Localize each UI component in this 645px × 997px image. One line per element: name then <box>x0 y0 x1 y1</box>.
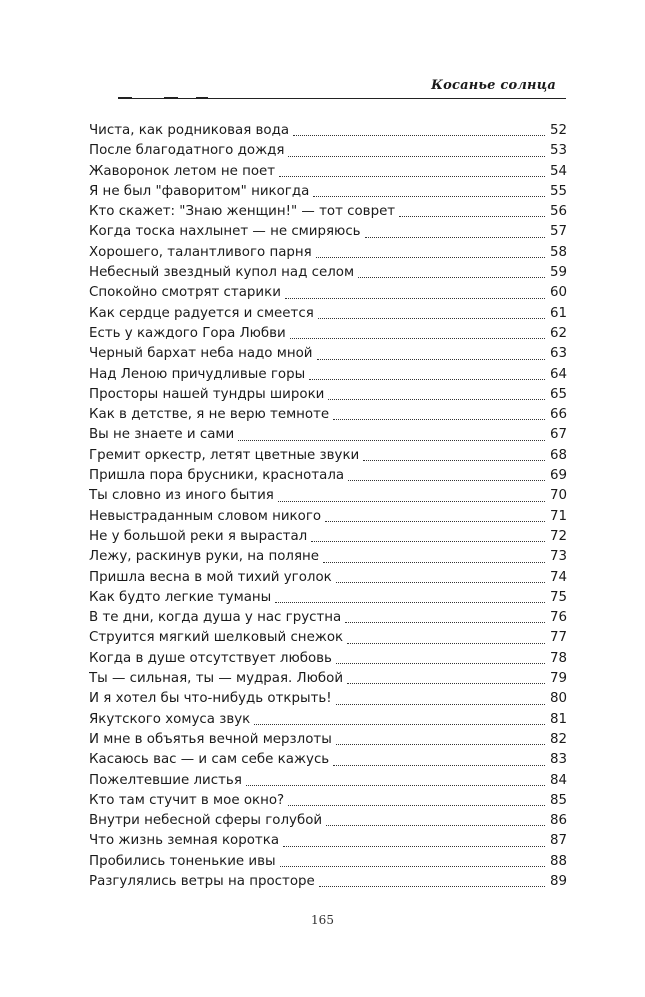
toc-entry <box>89 243 567 263</box>
toc-entry-page: 62 <box>549 325 567 341</box>
toc-entry <box>89 628 567 648</box>
dot-leader <box>347 683 545 684</box>
toc-entry <box>89 222 567 242</box>
toc-entry <box>89 121 567 141</box>
toc-entry-page: 80 <box>549 691 567 707</box>
dot-leader <box>246 785 545 786</box>
toc-entry-title: Пришла пора брусники, краснотала <box>89 468 345 484</box>
dot-leader <box>325 521 545 522</box>
toc-entry-title: Черный бархат неба надо мной <box>89 346 313 362</box>
toc-entry <box>89 182 567 202</box>
toc-entry-title: В те дни, когда душа у нас грустна <box>89 610 342 626</box>
toc-entry <box>89 344 567 364</box>
toc-entry-page: 64 <box>549 366 567 382</box>
toc-entry <box>89 872 567 892</box>
toc-entry <box>89 831 567 851</box>
toc-entry-title: И мне в объятья вечной мерзлоты <box>89 731 332 747</box>
dot-leader <box>288 805 545 806</box>
toc-entry <box>89 547 567 567</box>
running-header-title: Косанье солнца <box>431 78 556 93</box>
toc-entry-page: 63 <box>549 346 567 362</box>
header-rule-mark <box>118 97 132 99</box>
dot-leader <box>279 176 545 177</box>
toc-entry-page: 71 <box>549 508 567 524</box>
dot-leader <box>347 643 545 644</box>
dot-leader <box>290 338 545 339</box>
dot-leader <box>238 440 545 441</box>
toc-entry-page: 84 <box>549 772 567 788</box>
toc-entry-title: Разгулялись ветры на просторе <box>89 873 315 889</box>
dot-leader <box>280 866 545 867</box>
toc-entry-title: Невыстраданным словом никого <box>89 508 322 524</box>
toc-entry-page: 66 <box>549 407 567 423</box>
toc-entry-page: 60 <box>549 285 567 301</box>
toc-entry <box>89 162 567 182</box>
toc-entry-title: Лежу, раскинув руки, на поляне <box>89 549 319 565</box>
toc-entry-page: 55 <box>549 183 567 199</box>
toc-entry-title: Кто скажет: "Знаю женщин!" — тот соврет <box>89 204 396 220</box>
toc-entry-title: Как в детстве, я не верю темноте <box>89 407 330 423</box>
toc-entry <box>89 283 567 303</box>
toc-entry-title: Не у большой реки я вырастал <box>89 528 308 544</box>
toc-entry-page: 70 <box>549 488 567 504</box>
toc-entry-page: 75 <box>549 589 567 605</box>
toc-entry-page: 61 <box>549 305 567 321</box>
toc-entry <box>89 730 567 750</box>
toc-entry-title: И я хотел бы что-нибудь открыть! <box>89 691 332 707</box>
dot-leader <box>358 277 545 278</box>
toc-entry-page: 88 <box>549 853 567 869</box>
dot-leader <box>328 399 545 400</box>
toc-entry <box>89 507 567 527</box>
toc-entry-page: 59 <box>549 265 567 281</box>
dot-leader <box>323 562 545 563</box>
dot-leader <box>336 744 545 745</box>
toc-entry <box>89 791 567 811</box>
toc-entry-title: Над Леною причудливые горы <box>89 366 306 382</box>
dot-leader <box>316 257 545 258</box>
dot-leader <box>399 216 545 217</box>
dot-leader <box>288 156 545 157</box>
toc-entry <box>89 689 567 709</box>
toc-entry-page: 69 <box>549 468 567 484</box>
header-rule-mark <box>196 97 208 99</box>
dot-leader <box>363 460 545 461</box>
toc-entry-page: 56 <box>549 204 567 220</box>
toc-entry <box>89 405 567 425</box>
dot-leader <box>333 765 545 766</box>
toc-entry-page: 73 <box>549 549 567 565</box>
toc-entry <box>89 141 567 161</box>
toc-entry <box>89 649 567 669</box>
toc-entry-title: Касаюсь вас — и сам себе кажусь <box>89 752 330 768</box>
toc-entry-title: Небесный звездный купол над селом <box>89 265 355 281</box>
dot-leader <box>345 622 545 623</box>
toc-entry-title: Кто там стучит в мое окно? <box>89 792 285 808</box>
toc-entry-title: Струится мягкий шелковый снежок <box>89 630 344 646</box>
dot-leader <box>336 704 545 705</box>
toc-entry-page: 52 <box>549 123 567 138</box>
toc-entry-title: Спокойно смотрят старики <box>89 285 281 301</box>
dot-leader <box>311 541 545 542</box>
dot-leader <box>275 602 545 603</box>
toc-entry-title: Как будто легкие туманы <box>89 589 272 605</box>
toc-entry <box>89 365 567 385</box>
toc-entry-title: Пожелтевшие листья <box>89 772 242 788</box>
toc-entry <box>89 466 567 486</box>
dot-leader <box>317 359 546 360</box>
toc-entry-title: Якутского хомуса звук <box>89 711 251 727</box>
toc-entry-page: 58 <box>549 244 567 260</box>
toc-entry <box>89 324 567 344</box>
toc-entry <box>89 385 567 405</box>
dot-leader <box>283 846 545 847</box>
toc-entry <box>89 669 567 689</box>
toc-entry <box>89 588 567 608</box>
toc-entry <box>89 527 567 547</box>
toc-entry-page: 89 <box>549 873 567 889</box>
toc-entry <box>89 771 567 791</box>
running-header <box>118 78 566 100</box>
toc-entry <box>89 425 567 445</box>
toc-entry <box>89 811 567 831</box>
toc-entry-title: Жаворонок летом не поет <box>89 163 276 179</box>
toc-entry <box>89 710 567 730</box>
dot-leader <box>309 379 545 380</box>
toc-entry-title: После благодатного дождя <box>89 143 285 159</box>
dot-leader <box>285 298 545 299</box>
toc-entry <box>89 852 567 872</box>
toc-entry-page: 86 <box>549 813 567 829</box>
toc-entry-title: Пришла весна в мой тихий уголок <box>89 569 332 585</box>
toc-entry-page: 85 <box>549 792 567 808</box>
toc-entry-title: Ты — сильная, ты — мудрая. Любой <box>89 671 344 687</box>
toc-entry-title: Что жизнь земная коротка <box>89 833 280 849</box>
toc-entry-title: Вы не знаете и сами <box>89 427 235 443</box>
dot-leader <box>278 501 545 502</box>
toc-entry-page: 74 <box>549 569 567 585</box>
dot-leader <box>333 419 545 420</box>
toc-entry <box>89 446 567 466</box>
header-rule-mark <box>164 97 178 99</box>
toc-entry <box>89 750 567 770</box>
toc-entry <box>89 263 567 283</box>
toc-entry-page: 81 <box>549 711 567 727</box>
toc-entry <box>89 304 567 324</box>
page-number: 165 <box>311 913 334 927</box>
toc-entry-page: 83 <box>549 752 567 768</box>
toc-entry-page: 72 <box>549 528 567 544</box>
toc-entry-title: Гремит оркестр, летят цветные звуки <box>89 447 360 463</box>
toc-entry-title: Пробились тоненькие ивы <box>89 853 276 869</box>
toc-entry-title: Есть у каждого Гора Любви <box>89 325 286 341</box>
toc-entry-title: Ты словно из иного бытия <box>89 488 274 504</box>
toc-entry-title: Просторы нашей тундры широки <box>89 386 325 402</box>
toc-entry-title: Когда в душе отсутствует любовь <box>89 650 332 666</box>
dot-leader <box>336 663 545 664</box>
toc-entry-title: Хорошего, талантливого парня <box>89 244 312 260</box>
dot-leader <box>326 825 545 826</box>
toc-entry <box>89 568 567 588</box>
toc-entry-page: 68 <box>549 447 567 463</box>
dot-leader <box>293 135 545 136</box>
toc-entry <box>89 202 567 222</box>
toc-entry-page: 82 <box>549 731 567 747</box>
dot-leader <box>318 318 545 319</box>
toc-entry-title: Внутри небесной сферы голубой <box>89 813 323 829</box>
dot-leader <box>336 582 545 583</box>
toc-entry-page: 65 <box>549 386 567 402</box>
toc-entry-title: Я не был "фаворитом" никогда <box>89 183 310 199</box>
dot-leader <box>254 724 545 725</box>
dot-leader <box>348 480 545 481</box>
toc-entry-page: 87 <box>549 833 567 849</box>
dot-leader <box>319 886 545 887</box>
toc-entry-title: Чиста, как родниковая вода <box>89 123 290 138</box>
dot-leader <box>365 237 545 238</box>
toc-entry-page: 57 <box>549 224 567 240</box>
toc-entry-title: Как сердце радуется и смеется <box>89 305 314 321</box>
toc-entry-page: 76 <box>549 610 567 626</box>
header-rule <box>118 98 566 99</box>
toc-entry-page: 79 <box>549 671 567 687</box>
table-of-contents <box>89 121 567 892</box>
toc-entry <box>89 608 567 628</box>
toc-entry-page: 53 <box>549 143 567 159</box>
toc-entry-page: 67 <box>549 427 567 443</box>
toc-entry <box>89 486 567 506</box>
toc-entry-page: 78 <box>549 650 567 666</box>
dot-leader <box>313 196 545 197</box>
toc-entry-page: 77 <box>549 630 567 646</box>
toc-entry-page: 54 <box>549 163 567 179</box>
toc-entry-title: Когда тоска нахлынет — не смиряюсь <box>89 224 361 240</box>
